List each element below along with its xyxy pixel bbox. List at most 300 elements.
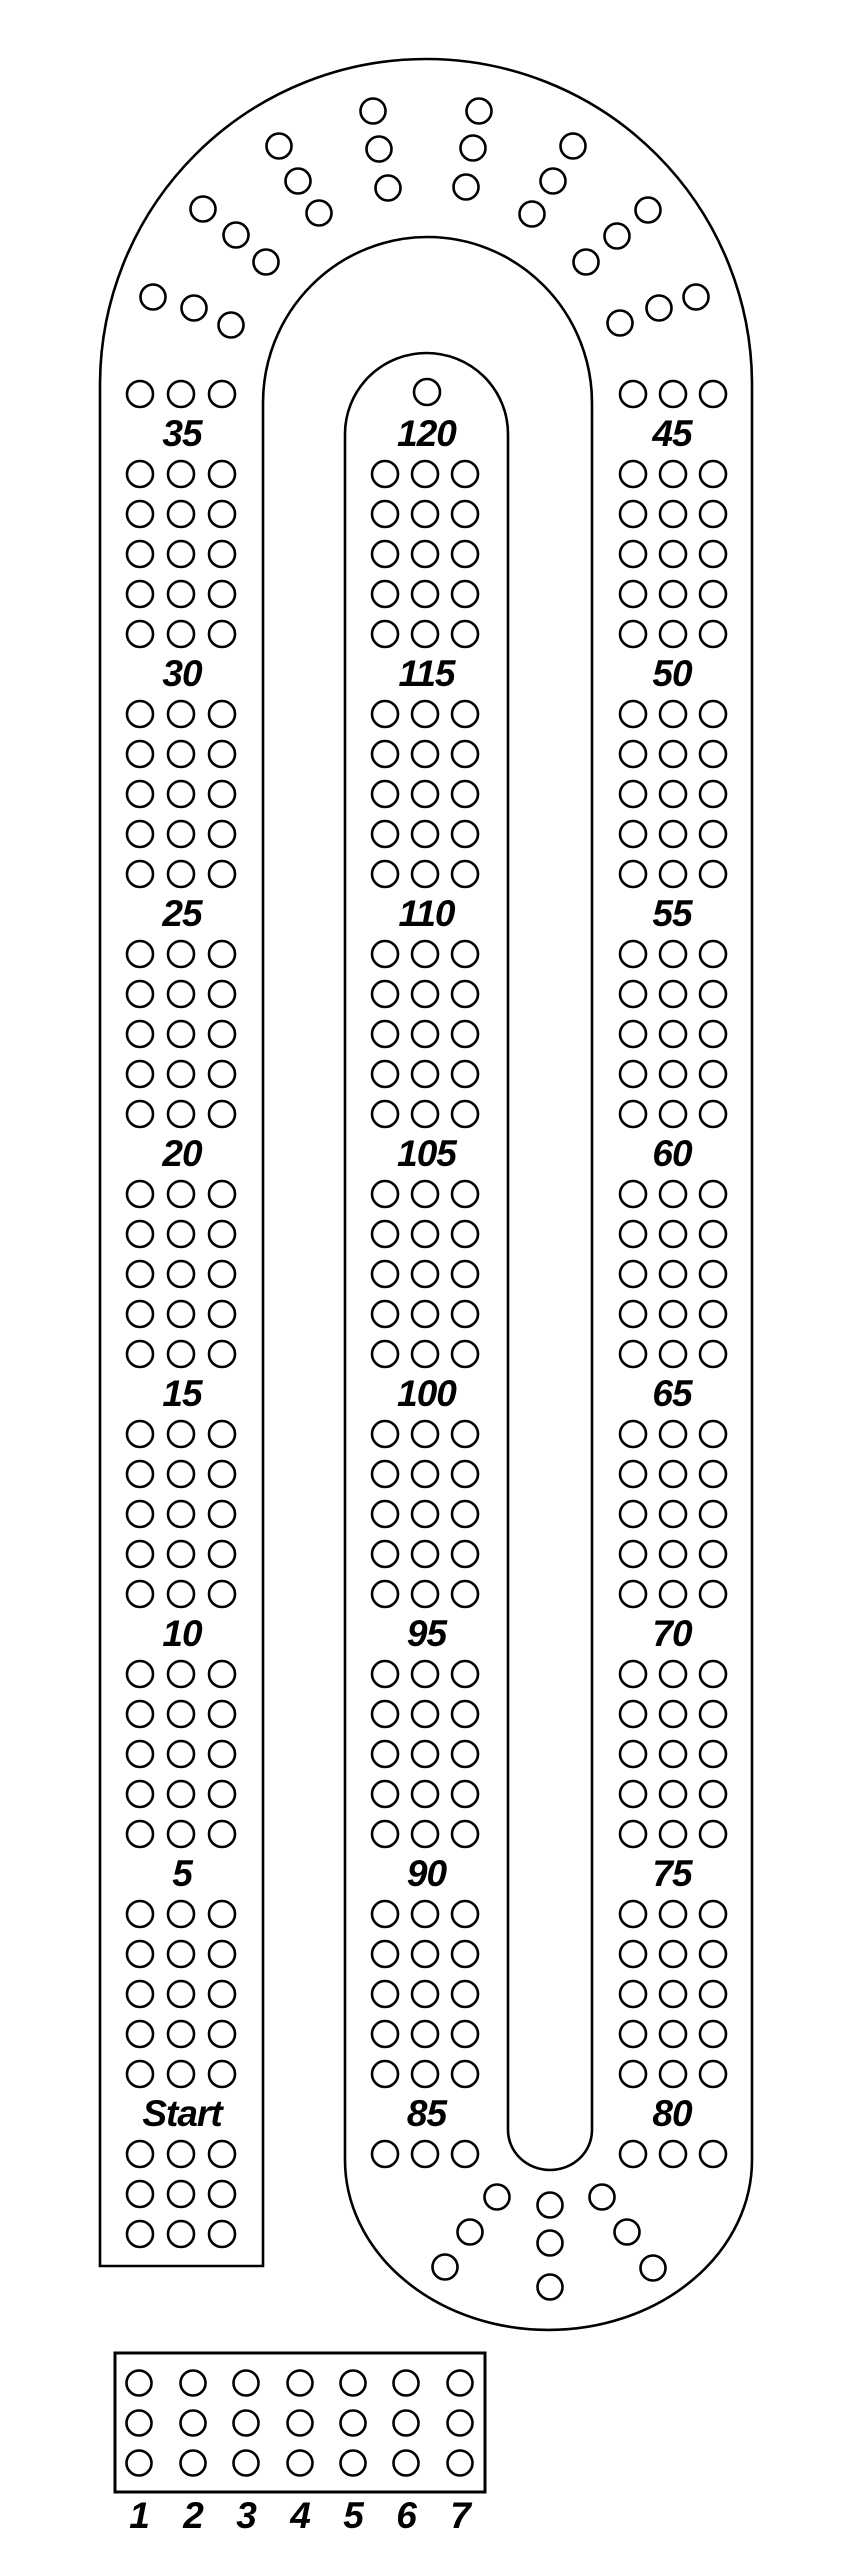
peg-hole <box>412 941 438 967</box>
peg-hole <box>127 941 153 967</box>
peg-hole <box>452 501 478 527</box>
peg-hole <box>209 501 235 527</box>
peg-hole <box>168 1661 194 1687</box>
score-grid-hole <box>288 2411 313 2436</box>
peg-hole <box>700 941 726 967</box>
score-grid-hole <box>341 2451 366 2476</box>
peg-hole <box>361 99 386 124</box>
peg-hole <box>700 501 726 527</box>
peg-hole <box>700 1101 726 1127</box>
track-label-Start: Start <box>142 2093 222 2134</box>
peg-hole <box>452 1501 478 1527</box>
peg-hole <box>660 1581 686 1607</box>
peg-hole <box>538 2231 563 2256</box>
peg-hole <box>372 1581 398 1607</box>
peg-hole <box>191 197 216 222</box>
peg-hole <box>660 2141 686 2167</box>
peg-hole <box>127 1981 153 2007</box>
peg-hole <box>127 821 153 847</box>
peg-hole <box>574 250 599 275</box>
track-label-55: 55 <box>652 893 692 934</box>
peg-hole <box>452 1541 478 1567</box>
peg-hole <box>452 581 478 607</box>
peg-hole <box>209 1941 235 1967</box>
track-label-90: 90 <box>406 1853 447 1894</box>
peg-hole <box>412 1781 438 1807</box>
peg-hole <box>372 1941 398 1967</box>
peg-hole <box>372 1541 398 1567</box>
peg-hole <box>412 1461 438 1487</box>
peg-hole <box>209 981 235 1007</box>
peg-hole <box>452 1701 478 1727</box>
peg-hole <box>620 1221 646 1247</box>
peg-hole <box>412 1261 438 1287</box>
peg-hole <box>209 1181 235 1207</box>
peg-hole <box>209 1061 235 1087</box>
peg-hole <box>127 541 153 567</box>
peg-hole <box>127 581 153 607</box>
peg-hole <box>700 1701 726 1727</box>
peg-hole <box>684 285 709 310</box>
peg-hole <box>168 381 194 407</box>
peg-hole <box>168 701 194 727</box>
peg-hole <box>372 741 398 767</box>
score-grid-hole <box>234 2411 259 2436</box>
peg-hole <box>372 1221 398 1247</box>
peg-hole <box>127 1741 153 1767</box>
peg-hole <box>660 1101 686 1127</box>
peg-hole <box>700 1341 726 1367</box>
peg-hole <box>127 1901 153 1927</box>
peg-hole <box>700 1181 726 1207</box>
peg-hole <box>660 821 686 847</box>
peg-hole <box>209 541 235 567</box>
peg-hole <box>372 1301 398 1327</box>
peg-hole <box>660 1061 686 1087</box>
peg-hole <box>485 2185 510 2210</box>
peg-hole <box>452 1061 478 1087</box>
track-label-110: 110 <box>398 893 455 934</box>
track-label-105: 105 <box>397 1133 456 1174</box>
peg-hole <box>620 381 646 407</box>
peg-hole <box>127 1661 153 1687</box>
peg-hole <box>620 1821 646 1847</box>
peg-hole <box>620 861 646 887</box>
peg-hole <box>127 1181 153 1207</box>
peg-hole <box>209 1301 235 1327</box>
peg-hole <box>636 198 661 223</box>
peg-hole <box>660 741 686 767</box>
track-label-95: 95 <box>406 1613 447 1654</box>
track-label-100: 100 <box>397 1373 456 1414</box>
peg-hole <box>168 1301 194 1327</box>
peg-hole <box>127 2021 153 2047</box>
peg-hole <box>127 781 153 807</box>
peg-hole <box>660 381 686 407</box>
peg-hole <box>168 741 194 767</box>
peg-hole <box>700 1261 726 1287</box>
peg-hole <box>127 1701 153 1727</box>
peg-hole <box>700 1501 726 1527</box>
peg-hole <box>127 461 153 487</box>
peg-hole <box>608 311 633 336</box>
peg-hole <box>660 581 686 607</box>
peg-hole <box>620 1581 646 1607</box>
peg-hole <box>209 701 235 727</box>
peg-hole <box>700 1421 726 1447</box>
peg-hole <box>168 1061 194 1087</box>
peg-hole <box>660 1221 686 1247</box>
peg-hole <box>168 1821 194 1847</box>
finish-hole <box>414 379 440 405</box>
peg-hole <box>538 2193 563 2218</box>
peg-hole <box>620 461 646 487</box>
peg-hole <box>372 1741 398 1767</box>
peg-hole <box>168 541 194 567</box>
peg-hole <box>620 1181 646 1207</box>
peg-hole <box>209 1901 235 1927</box>
peg-hole <box>209 1541 235 1567</box>
peg-hole <box>700 1661 726 1687</box>
peg-hole <box>412 1981 438 2007</box>
peg-hole <box>660 501 686 527</box>
peg-hole <box>168 1181 194 1207</box>
peg-hole <box>376 176 401 201</box>
peg-hole <box>452 2141 478 2167</box>
peg-hole <box>660 1661 686 1687</box>
peg-hole <box>372 1341 398 1367</box>
peg-hole <box>412 701 438 727</box>
peg-hole <box>660 1821 686 1847</box>
peg-hole <box>454 175 479 200</box>
peg-hole <box>452 1661 478 1687</box>
peg-hole <box>412 781 438 807</box>
score-grid-hole <box>448 2371 473 2396</box>
track-label-20: 20 <box>162 1133 202 1174</box>
peg-hole <box>452 1261 478 1287</box>
peg-hole <box>168 2061 194 2087</box>
peg-hole <box>209 381 235 407</box>
peg-hole <box>372 1701 398 1727</box>
peg-hole <box>168 1581 194 1607</box>
peg-hole <box>209 1661 235 1687</box>
peg-hole <box>660 2061 686 2087</box>
peg-hole <box>433 2255 458 2280</box>
peg-hole <box>168 1901 194 1927</box>
peg-hole <box>660 541 686 567</box>
peg-hole <box>127 621 153 647</box>
peg-hole <box>412 1061 438 1087</box>
score-grid-hole <box>234 2371 259 2396</box>
peg-hole <box>660 781 686 807</box>
score-grid-outline <box>115 2353 485 2492</box>
track-label-50: 50 <box>652 653 692 694</box>
peg-hole <box>372 1101 398 1127</box>
peg-hole <box>452 1181 478 1207</box>
peg-hole <box>267 134 292 159</box>
score-grid-hole <box>448 2411 473 2436</box>
peg-hole <box>660 941 686 967</box>
peg-hole <box>452 1581 478 1607</box>
peg-hole <box>372 621 398 647</box>
peg-hole <box>209 781 235 807</box>
peg-hole <box>219 313 244 338</box>
score-grid-hole <box>341 2411 366 2436</box>
peg-hole <box>168 1981 194 2007</box>
peg-hole <box>452 1421 478 1447</box>
peg-hole <box>168 1261 194 1287</box>
peg-hole <box>168 1221 194 1247</box>
peg-hole <box>209 581 235 607</box>
peg-hole <box>660 1781 686 1807</box>
peg-hole <box>605 224 630 249</box>
peg-hole <box>127 1461 153 1487</box>
peg-hole <box>660 461 686 487</box>
peg-hole <box>412 2141 438 2167</box>
peg-hole <box>700 1021 726 1047</box>
peg-hole <box>452 781 478 807</box>
peg-hole <box>209 861 235 887</box>
peg-hole <box>620 1261 646 1287</box>
peg-hole <box>452 1221 478 1247</box>
peg-hole <box>127 1941 153 1967</box>
peg-hole <box>372 541 398 567</box>
peg-hole <box>412 2021 438 2047</box>
peg-hole <box>620 741 646 767</box>
peg-hole <box>372 1261 398 1287</box>
peg-hole <box>209 1261 235 1287</box>
peg-hole <box>452 1941 478 1967</box>
score-grid-label-6: 6 <box>396 2495 416 2536</box>
peg-hole <box>412 501 438 527</box>
peg-hole <box>372 581 398 607</box>
peg-hole <box>372 821 398 847</box>
peg-hole <box>412 1341 438 1367</box>
peg-hole <box>700 1301 726 1327</box>
peg-hole <box>620 1101 646 1127</box>
peg-hole <box>660 1901 686 1927</box>
peg-hole <box>412 1821 438 1847</box>
peg-hole <box>620 981 646 1007</box>
score-grid-hole <box>181 2371 206 2396</box>
score-grid-hole <box>341 2371 366 2396</box>
peg-hole <box>412 1301 438 1327</box>
peg-hole <box>372 501 398 527</box>
peg-hole <box>412 981 438 1007</box>
peg-hole <box>620 1901 646 1927</box>
peg-hole <box>660 1261 686 1287</box>
peg-hole <box>700 1061 726 1087</box>
track-label-85: 85 <box>406 2093 447 2134</box>
track-label-30: 30 <box>162 653 202 694</box>
peg-hole <box>168 1501 194 1527</box>
score-grid-label-2: 2 <box>183 2495 203 2536</box>
peg-hole <box>127 2141 153 2167</box>
peg-hole <box>660 1501 686 1527</box>
peg-hole <box>127 381 153 407</box>
score-grid-hole <box>127 2411 152 2436</box>
peg-hole <box>141 285 166 310</box>
peg-hole <box>209 2141 235 2167</box>
peg-hole <box>168 1421 194 1447</box>
peg-hole <box>700 1221 726 1247</box>
peg-hole <box>168 981 194 1007</box>
peg-hole <box>127 1301 153 1327</box>
peg-hole <box>168 1461 194 1487</box>
peg-hole <box>367 137 392 162</box>
score-grid-hole <box>127 2451 152 2476</box>
peg-hole <box>412 1101 438 1127</box>
peg-hole <box>127 1821 153 1847</box>
peg-hole <box>209 1501 235 1527</box>
peg-hole <box>620 581 646 607</box>
peg-hole <box>620 821 646 847</box>
peg-hole <box>620 1021 646 1047</box>
peg-hole <box>286 169 311 194</box>
peg-hole <box>452 1301 478 1327</box>
peg-hole <box>620 2141 646 2167</box>
peg-hole <box>372 1821 398 1847</box>
peg-hole <box>620 621 646 647</box>
track-label-120: 120 <box>397 413 456 454</box>
peg-hole <box>168 861 194 887</box>
peg-hole <box>660 1541 686 1567</box>
peg-hole <box>168 1701 194 1727</box>
peg-hole <box>452 1821 478 1847</box>
peg-hole <box>168 621 194 647</box>
peg-hole <box>660 1981 686 2007</box>
peg-hole <box>700 1741 726 1767</box>
peg-hole <box>412 581 438 607</box>
peg-hole <box>452 941 478 967</box>
peg-hole <box>452 461 478 487</box>
score-grid-hole <box>394 2451 419 2476</box>
peg-hole <box>620 941 646 967</box>
peg-hole <box>127 1221 153 1247</box>
peg-hole <box>168 1021 194 1047</box>
peg-hole <box>660 981 686 1007</box>
peg-hole <box>168 2141 194 2167</box>
peg-hole <box>541 169 566 194</box>
peg-hole <box>660 1421 686 1447</box>
peg-hole <box>412 861 438 887</box>
peg-hole <box>700 1581 726 1607</box>
peg-hole <box>372 2061 398 2087</box>
peg-hole <box>209 1981 235 2007</box>
peg-hole <box>372 1461 398 1487</box>
peg-hole <box>209 621 235 647</box>
score-grid-hole <box>288 2451 313 2476</box>
score-grid-hole <box>234 2451 259 2476</box>
peg-hole <box>127 1581 153 1607</box>
peg-hole <box>700 821 726 847</box>
peg-hole <box>700 741 726 767</box>
peg-hole <box>412 1661 438 1687</box>
peg-hole <box>127 1541 153 1567</box>
peg-hole <box>452 1021 478 1047</box>
peg-hole <box>168 1741 194 1767</box>
peg-hole <box>372 2141 398 2167</box>
peg-hole <box>700 581 726 607</box>
peg-hole <box>209 1581 235 1607</box>
peg-hole <box>461 136 486 161</box>
peg-hole <box>700 621 726 647</box>
peg-hole <box>700 861 726 887</box>
peg-hole <box>412 741 438 767</box>
peg-hole <box>412 1901 438 1927</box>
peg-hole <box>209 821 235 847</box>
peg-hole <box>458 2220 483 2245</box>
peg-hole <box>224 223 249 248</box>
peg-hole <box>700 701 726 727</box>
peg-hole <box>700 1901 726 1927</box>
peg-hole <box>127 1501 153 1527</box>
peg-hole <box>372 1661 398 1687</box>
peg-hole <box>700 1981 726 2007</box>
peg-hole <box>127 1781 153 1807</box>
peg-hole <box>452 861 478 887</box>
peg-hole <box>561 134 586 159</box>
peg-hole <box>307 201 332 226</box>
score-grid-hole <box>181 2411 206 2436</box>
peg-hole <box>590 2185 615 2210</box>
peg-hole <box>620 1541 646 1567</box>
peg-hole <box>372 1421 398 1447</box>
peg-hole <box>620 1981 646 2007</box>
peg-hole <box>209 1221 235 1247</box>
peg-hole <box>412 1021 438 1047</box>
peg-hole <box>452 1781 478 1807</box>
peg-hole <box>372 1501 398 1527</box>
peg-hole <box>700 381 726 407</box>
peg-hole <box>412 1541 438 1567</box>
peg-hole <box>372 461 398 487</box>
peg-hole <box>620 1461 646 1487</box>
peg-hole <box>209 1421 235 1447</box>
track-label-60: 60 <box>652 1133 692 1174</box>
peg-hole <box>209 1021 235 1047</box>
track-label-75: 75 <box>652 1853 692 1894</box>
peg-hole <box>372 861 398 887</box>
track-label-15: 15 <box>162 1373 202 1414</box>
peg-hole <box>452 1461 478 1487</box>
peg-hole <box>168 821 194 847</box>
peg-hole <box>168 581 194 607</box>
score-grid-label-5: 5 <box>343 2495 363 2536</box>
peg-hole <box>168 1941 194 1967</box>
peg-hole <box>660 1021 686 1047</box>
track-label-65: 65 <box>652 1373 692 1414</box>
peg-hole <box>615 2220 640 2245</box>
peg-hole <box>127 1101 153 1127</box>
peg-hole <box>620 1941 646 1967</box>
peg-hole <box>412 1421 438 1447</box>
peg-hole <box>700 2021 726 2047</box>
peg-hole <box>700 1541 726 1567</box>
peg-hole <box>209 2181 235 2207</box>
peg-hole <box>209 1741 235 1767</box>
peg-hole <box>412 1701 438 1727</box>
peg-hole <box>168 501 194 527</box>
peg-hole <box>209 1461 235 1487</box>
peg-hole <box>620 541 646 567</box>
peg-hole <box>660 1461 686 1487</box>
peg-hole <box>168 1781 194 1807</box>
peg-hole <box>412 461 438 487</box>
peg-hole <box>127 2221 153 2247</box>
peg-hole <box>372 2021 398 2047</box>
peg-hole <box>127 741 153 767</box>
